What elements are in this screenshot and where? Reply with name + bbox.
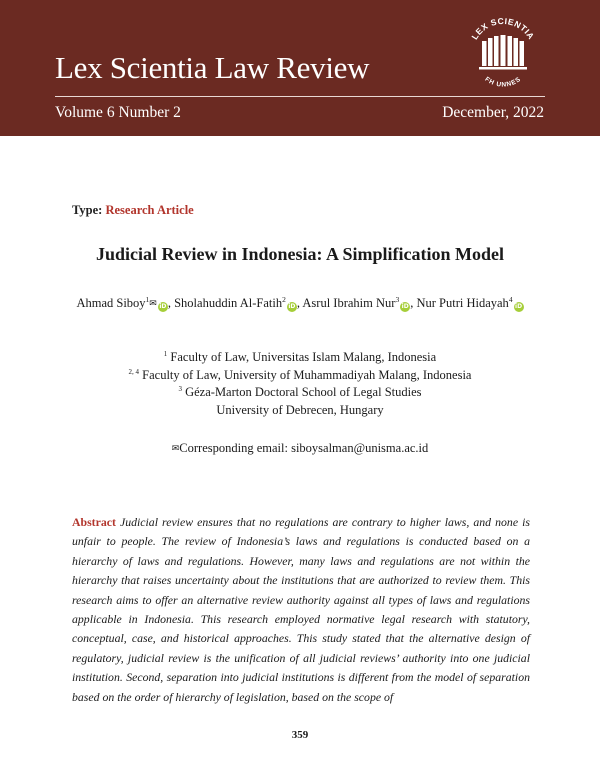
logo-book (501, 35, 506, 66)
author-name: Asrul Ibrahim Nur (302, 296, 396, 310)
journal-title: Lex Scientia Law Review (55, 50, 370, 85)
affiliation-text: Faculty of Law, University of Muhammadiyah Malang, Indonesia (142, 367, 472, 382)
article-type-value: Research Article (105, 203, 194, 217)
logo-shelf (479, 67, 527, 70)
author-sup: 4 (508, 294, 513, 304)
author-name: Sholahuddin Al-Fatih (174, 296, 283, 310)
affiliation-line (0, 402, 600, 420)
affiliation-sup: 1 (163, 349, 168, 358)
logo-book (520, 41, 525, 66)
journal-header (0, 0, 600, 136)
author-name: Ahmad Siboy (76, 296, 146, 310)
logo-top-text: LEX SCIENTIA (469, 15, 537, 42)
logo-book (488, 38, 493, 66)
orcid-icon[interactable]: iD (159, 303, 167, 310)
abstract-text: Judicial review ensures that no regulations are contrary to higher laws, and none is unfair to people. The review of Indonesia’s laws and regulations is conducted based on a hierarchy of laws and regulations. However, many laws and regulations are not within the hierarchy that raises uncertainty about the institutions that are authorized to review them. This research aims to offer an alternative review authority against all types of laws and regulations applicable in Indonesia. This research employed normative legal research with statutory, conceptual, case, and historical approaches. This study stated that the alternative design of regulatory, judicial review is the unification of all judicial reviews’ authority into one judicial institution. Second, separation into judicial institutions is different from the model of separation based on the order of hierarchy of legislation, based on the scope of (72, 515, 530, 704)
paper-title: Judicial Review in Indonesia: A Simplification Model (95, 244, 505, 264)
affiliation-text: University of Debrecen, Hungary (216, 402, 384, 417)
abstract-label: Abstract (72, 515, 116, 529)
issue-date: December, 2022 (442, 104, 544, 121)
correspondence-label: Corresponding email: (179, 441, 288, 455)
affiliation-line (0, 384, 600, 402)
author-sup: 3 (395, 294, 400, 304)
logo-book (514, 38, 519, 66)
affiliation-sup: 3 (178, 384, 182, 393)
header-divider (55, 96, 545, 97)
envelope-icon: ✉ (171, 444, 180, 454)
orcid-icon[interactable]: iD (288, 303, 296, 310)
logo-book (494, 36, 499, 66)
page-number: 359 (291, 729, 309, 741)
article-type-label: Type: (72, 203, 103, 217)
affiliation-line (0, 367, 600, 385)
volume-issue: Volume 6 Number 2 (55, 104, 181, 121)
orcid-icon[interactable]: iD (401, 303, 409, 310)
logo-book (508, 36, 513, 66)
affiliation-text: Géza-Marton Doctoral School of Legal Studies (185, 385, 422, 399)
author-name: Nur Putri Hidayah (416, 296, 509, 310)
logo-book (482, 41, 487, 66)
affiliation-list (0, 349, 600, 419)
svg-text:FH UNNES (483, 76, 522, 88)
affiliation-line (0, 349, 600, 367)
correspondence (0, 441, 600, 456)
affiliation-sup: 2, 4 (128, 367, 140, 376)
author-sup: 2 (282, 294, 286, 304)
envelope-icon: ✉ (149, 299, 157, 309)
orcid-icon[interactable]: iD (515, 303, 523, 310)
article-type (72, 203, 194, 218)
author-list: Ahmad Siboy$^1$✉ iD, Sholahuddin Al-Fatih$^2$iD, Asrul Ibrahim Nur$^3$iD, Nur Putri Hidayah$^4$iD (60, 294, 540, 314)
journal-logo (460, 14, 546, 88)
author-sup: 1 (145, 294, 150, 304)
abstract (72, 513, 530, 707)
logo-bottom-text: FH UNNES (483, 75, 523, 88)
affiliation-text: Faculty of Law, Universitas Islam Malang, Indonesia (170, 350, 437, 364)
correspondence-email[interactable]: siboysalman@unisma.ac.id (291, 441, 429, 455)
